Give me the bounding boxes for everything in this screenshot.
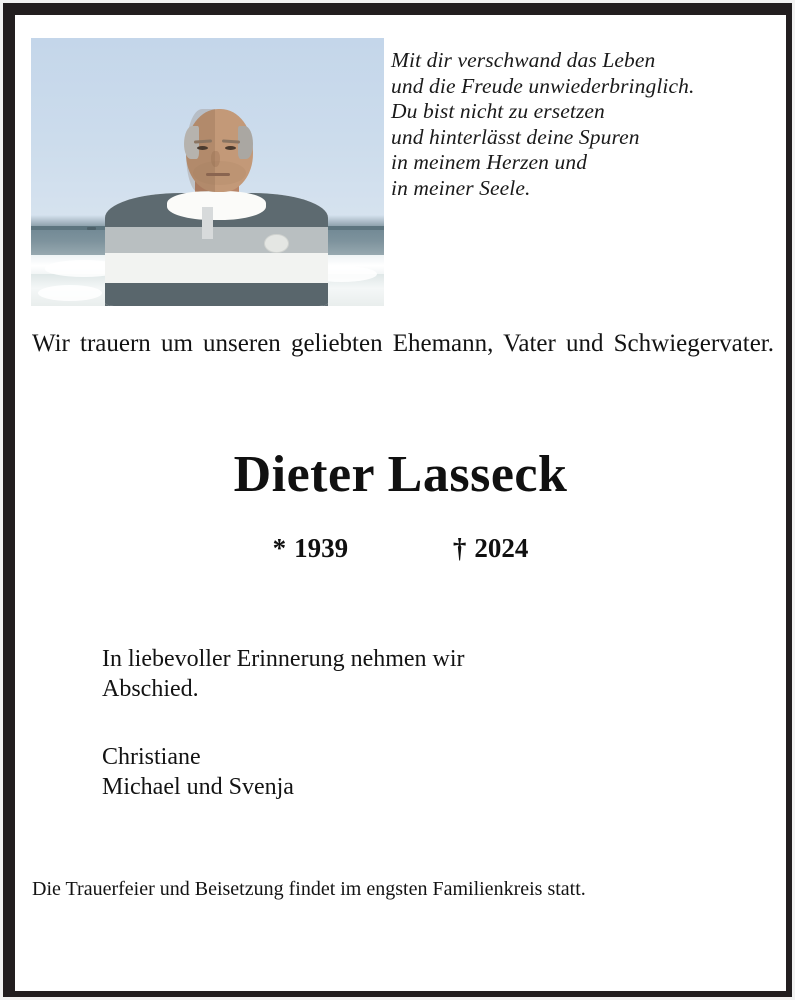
death-cross-icon: † <box>452 533 467 563</box>
survivor-line: Christiane <box>102 744 201 770</box>
life-dates <box>15 533 786 564</box>
poem-line: und die Freude unwiederbringlich. <box>391 73 695 98</box>
poem-line: Mit dir verschwand das Leben <box>391 48 656 72</box>
shirt-stripe-dark-lower <box>105 283 327 306</box>
photo-hair-right <box>238 126 253 158</box>
portrait-photo <box>31 38 384 306</box>
funeral-note: Die Trauerfeier und Beisetzung findet im engsten Familienkreis statt. <box>32 878 586 900</box>
birth-date <box>273 533 349 564</box>
survivors-list <box>102 742 702 802</box>
photo-person <box>31 38 384 306</box>
farewell-line: In liebevoller Erinnerung nehmen wir <box>102 646 465 672</box>
birth-star-icon: * <box>272 533 287 563</box>
shirt-stripe-white <box>105 253 327 283</box>
birth-year: 1939 <box>294 533 349 563</box>
shirt-placket <box>202 207 213 239</box>
farewell-line: Abschied. <box>102 676 199 702</box>
poem-line: in meinem Herzen und <box>391 150 588 174</box>
poem-line: Du bist nicht zu ersetzen <box>391 99 605 123</box>
poem-line: und hinterlässt deine Spuren <box>391 124 640 149</box>
notice-card <box>15 15 786 991</box>
survivor-line: Michael und Svenja <box>102 774 294 800</box>
shirt-stripe-grey <box>105 227 327 253</box>
photo-mouth <box>206 173 231 176</box>
farewell-text <box>102 644 702 704</box>
memorial-poem <box>391 48 783 201</box>
mourning-statement: Wir trauern um unseren geliebten Ehemann, Vater und Schwiegervater. <box>32 330 774 357</box>
deceased-name: Dieter Lasseck <box>233 446 568 503</box>
poem-line: in meiner Seele. <box>391 175 531 200</box>
shirt-logo <box>264 234 289 253</box>
shirt-collar <box>167 191 266 220</box>
death-date <box>453 533 529 564</box>
mourning-border <box>3 3 792 997</box>
death-year: 2024 <box>474 533 529 563</box>
